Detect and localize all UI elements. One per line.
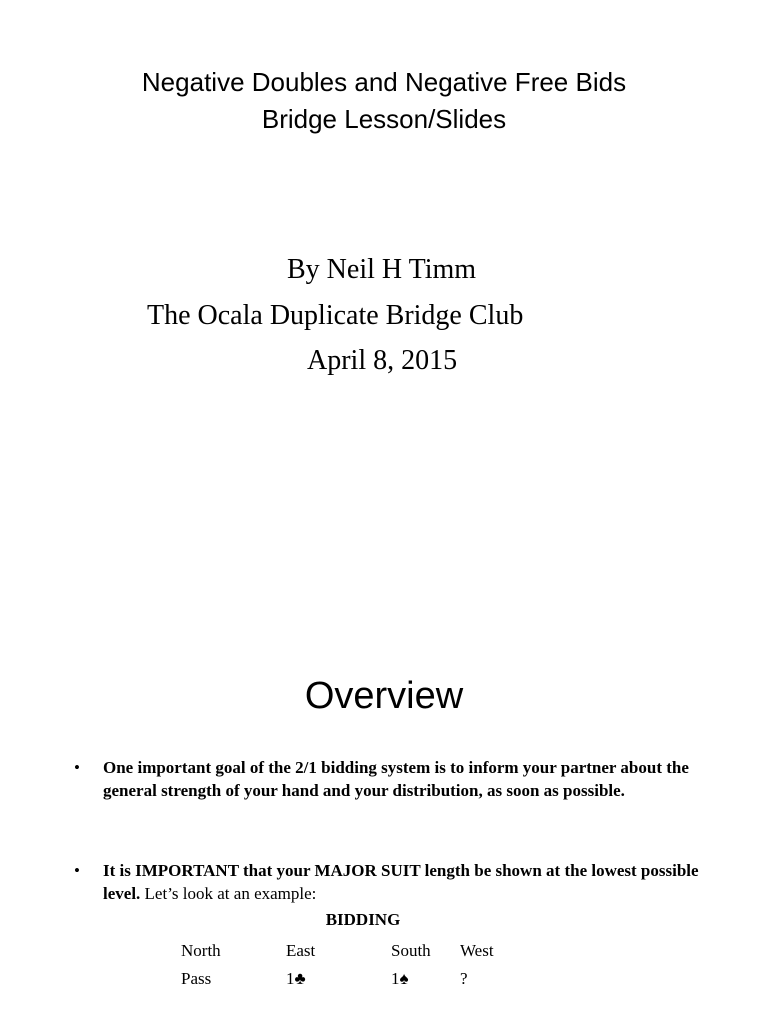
date-line: April 8, 2015 [307, 345, 458, 376]
overview-heading: Overview [304, 675, 464, 717]
bullet-dot: • [74, 861, 80, 880]
slide-title-line-1: Negative Doubles and Negative Free Bids [141, 67, 627, 97]
bid-west: ? [460, 969, 468, 988]
club-line: The Ocala Duplicate Bridge Club [147, 300, 524, 331]
bullet-item-1 [74, 756, 714, 802]
bullet-item-2 [74, 859, 714, 905]
bidding-col-east: East [286, 941, 316, 960]
author-line: By Neil H Timm [287, 254, 477, 285]
bid-north: Pass [181, 969, 212, 988]
bid-east: 1♣ [286, 969, 306, 988]
bullet-text-1 [103, 756, 703, 802]
bidding-row [181, 965, 520, 993]
bid-south: 1♠ [391, 969, 409, 988]
bullet-text-2 [103, 859, 703, 905]
bullet-2-bold-text: It is IMPORTANT that your MAJOR SUIT length be shown at the lowest possible level. [103, 861, 699, 903]
slide-title-line-2: Bridge Lesson/Slides [261, 104, 507, 134]
bidding-header-row [181, 937, 520, 965]
bidding-col-west: West [460, 941, 494, 960]
bullet-1-bold-text: One important goal of the 2/1 bidding system is to inform your partner about the general strength of your hand and your distribution, as soon as possible. [103, 758, 689, 800]
bidding-table [181, 937, 520, 993]
bullet-2-normal-text: Let’s look at an example: [140, 884, 317, 903]
bidding-col-north: North [181, 941, 221, 960]
bullet-dot: • [74, 758, 80, 777]
bidding-heading: BIDDING [325, 910, 401, 929]
bidding-col-south: South [391, 941, 431, 960]
